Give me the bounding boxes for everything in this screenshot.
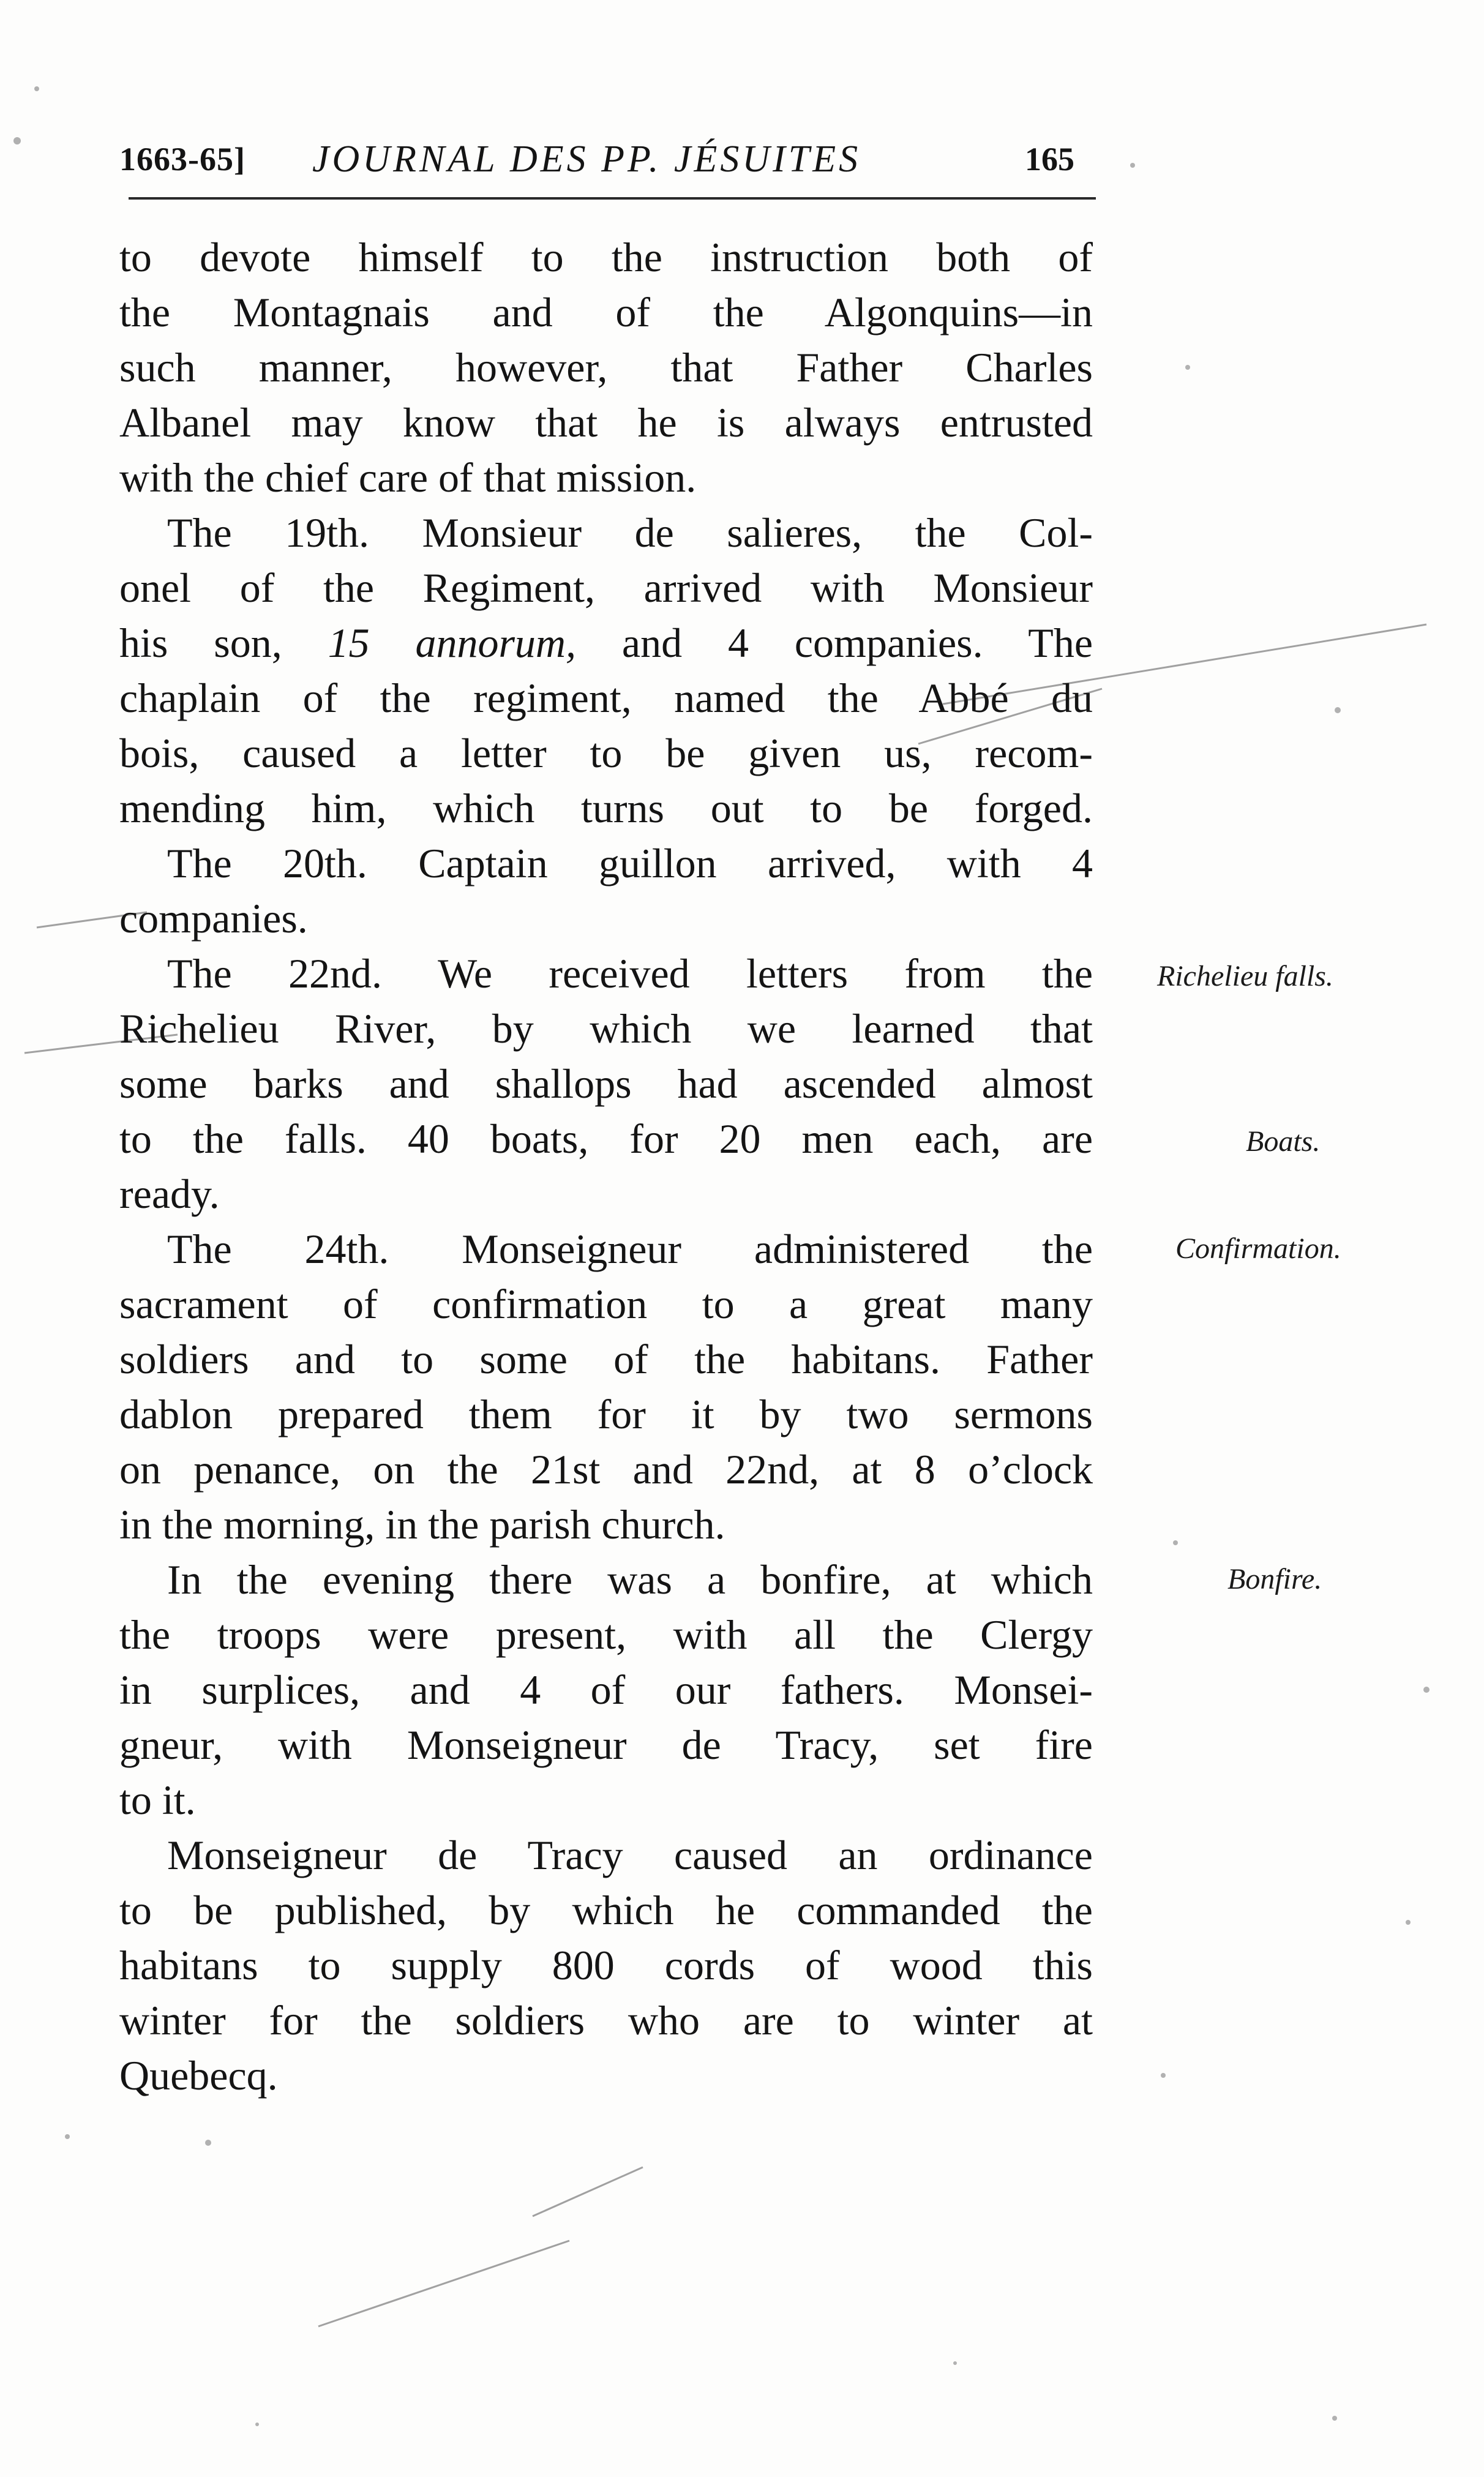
text-line: such manner, however, that Father Charles [119, 344, 1093, 391]
text-line: sacrament of confirmation to a great many [119, 1281, 1093, 1327]
text-line: The 24th. Monseigneur administered the [167, 1226, 1093, 1272]
text-line: chaplain of the regiment, named the Abbé du [119, 675, 1093, 721]
running-header [119, 132, 1093, 187]
text-line: Monseigneur de Tracy caused an ordinance [167, 1832, 1093, 1878]
text-line: on penance, on the 21st and 22nd, at 8 o’clock [119, 1446, 1093, 1493]
text-line: to the falls. 40 boats, for 20 men each, are [119, 1115, 1093, 1162]
text-line: Albanel may know that he is always entrusted [119, 399, 1093, 446]
text-line: the troops were present, with all the Clergy [119, 1611, 1093, 1658]
header-title: JOURNAL DES PP. JÉSUITES [312, 138, 861, 180]
text-line: habitans to supply 800 cords of wood this [119, 1942, 1093, 1988]
text-line: mending him, which turns out to be forged. [119, 785, 1093, 831]
text-line: winter for the soldiers who are to winter at [119, 1997, 1093, 2044]
latin-phrase: 15 annorum, [328, 620, 577, 666]
text-line: ready. [119, 1171, 220, 1217]
text-line: gneur, with Monseigneur de Tracy, set fire [119, 1722, 1093, 1768]
page-number: 165 [1025, 141, 1074, 178]
text-line: In the evening there was a bonfire, at which [167, 1556, 1093, 1603]
text-line: Quebecq. [119, 2052, 278, 2099]
text-line-with-italic [119, 615, 1093, 670]
text-fragment: and 4 companies. The [576, 620, 1093, 666]
text-line: onel of the Regiment, arrived with Monsieur [119, 564, 1093, 611]
text-line: to be published, by which he commanded the [119, 1887, 1093, 1933]
text-line: The 22nd. We received letters from the [167, 950, 1093, 997]
text-line: dablon prepared them for it by two sermons [119, 1391, 1093, 1437]
text-line: The 20th. Captain guillon arrived, with 4 [167, 840, 1093, 886]
text-line: Richelieu River, by which we learned that [119, 1005, 1093, 1052]
margin-note-boats: Boats. [1246, 1125, 1321, 1158]
header-rule [129, 197, 1096, 200]
margin-note-richelieu: Richelieu falls. [1157, 960, 1333, 992]
text-line: in surplices, and 4 of our fathers. Monsei- [119, 1666, 1093, 1713]
text-line: some barks and shallops had ascended almost [119, 1060, 1093, 1107]
text-line: The 19th. Monsieur de salieres, the Col- [167, 509, 1093, 556]
text-line: soldiers and to some of the habitans. Father [119, 1336, 1093, 1382]
text-line: companies. [119, 895, 308, 942]
text-line: in the morning, in the parish church. [119, 1501, 725, 1548]
margin-note-bonfire: Bonfire. [1227, 1563, 1322, 1595]
text-fragment: his son, [119, 620, 328, 666]
text-line: to it. [119, 1777, 196, 1823]
text-line: bois, caused a letter to be given us, recom- [119, 730, 1093, 776]
header-years: 1663-65] [119, 141, 245, 178]
text-line: the Montagnais and of the Algonquins—in [119, 289, 1093, 335]
text-line: to devote himself to the instruction both of [119, 234, 1093, 280]
margin-note-confirmation: Confirmation. [1175, 1232, 1341, 1265]
text-line: with the chief care of that mission. [119, 454, 697, 501]
